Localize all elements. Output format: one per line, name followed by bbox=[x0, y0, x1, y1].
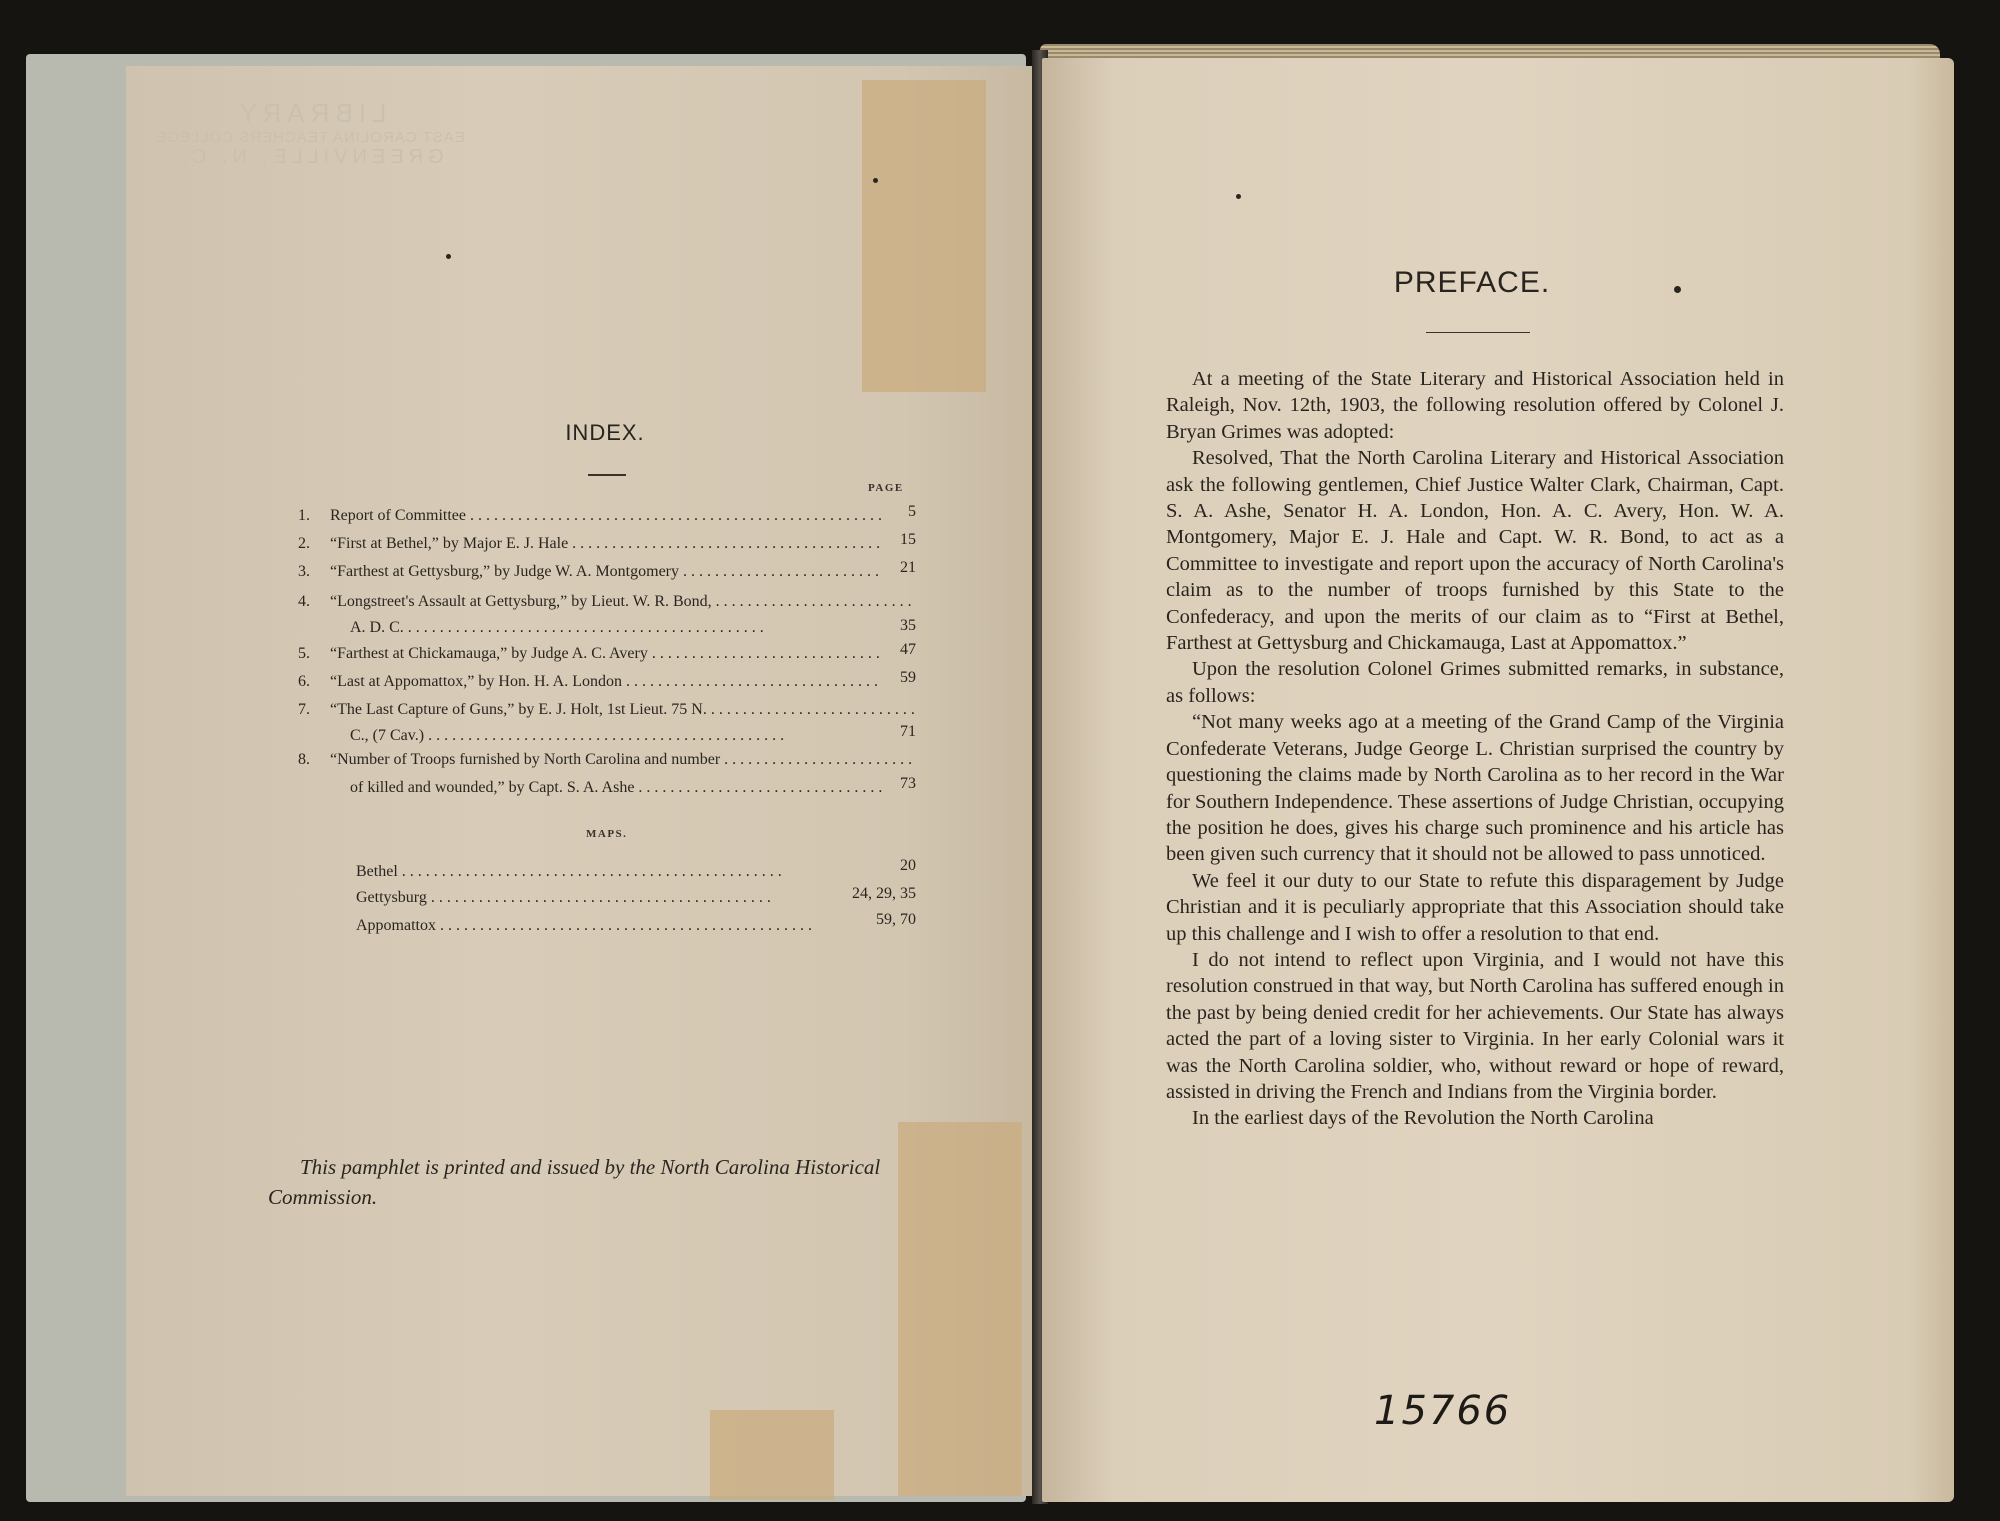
index-title-rule bbox=[588, 474, 626, 476]
entry-page: 15 bbox=[900, 531, 916, 548]
entry-number: 4. bbox=[298, 593, 310, 610]
preface-paragraph-4: “Not many weeks ago at a meeting of the Grand Camp of the Virginia Confederate Veterans, Judge George L. Christian surprised the country by questioning the claims made by North Carolina as to her record in the War for Southern Independence. These assertions of Judge Christian, occupying the position he does, gives his charge such prominence and his article has been given such currency that it should not be allowed to pass unnoticed. bbox=[1166, 711, 1784, 866]
tape-strip-lower-corner bbox=[710, 1410, 834, 1500]
entry-text-continued: of killed and wounded,” by Capt. S. A. Ashe . . . bbox=[350, 774, 882, 801]
map-name: Bethel . . . bbox=[356, 858, 816, 885]
entry-text: Report of Committee . . . bbox=[330, 502, 882, 529]
map-pages: 20 bbox=[900, 857, 916, 874]
stamp-line-3: GREENVILLE, N. C. bbox=[176, 146, 444, 168]
preface-paragraph-6: I do not intend to reflect upon Virginia, and I would not have this resolution construed in that way, but North Carolina has suffered enough in the past by being denied credit for her achievements. Our State has always acted the part of a loving sister to Virginia. In her early Colonial wars it was the North Carolina soldier, who, without reward or hope of reward, assisted in driving the French and Indians from the Virginia border. bbox=[1166, 948, 1784, 1103]
entry-text: “Longstreet's Assault at Gettysburg,” by Lieut. W. R. Bond, . . . bbox=[330, 588, 916, 615]
map-pages: 59, 70 bbox=[876, 911, 916, 928]
entry-number: 7. bbox=[298, 701, 310, 718]
entry-page: 59 bbox=[900, 669, 916, 686]
entry-number: 1. bbox=[298, 507, 310, 524]
entry-number: 3. bbox=[298, 563, 310, 580]
preface-body bbox=[1166, 366, 1784, 1132]
entry-page: 47 bbox=[900, 641, 916, 658]
index-entry-8 bbox=[298, 746, 916, 802]
entry-text: “Farthest at Chickamauga,” by Judge A. C. Avery . . . bbox=[330, 640, 882, 667]
publisher-note: This pamphlet is printed and issued by the North Carolina Historical Commission. bbox=[268, 1155, 881, 1209]
index-entry-7 bbox=[298, 696, 916, 752]
entry-page: 5 bbox=[908, 503, 916, 520]
paper-speck bbox=[1674, 286, 1681, 293]
preface-paragraph-1: At a meeting of the State Literary and Historical Association held in Raleigh, Nov. 12th, 1903, the following resolution offered by Colonel J. Bryan Grimes was adopted: bbox=[1166, 368, 1784, 443]
entry-page: 21 bbox=[900, 559, 916, 576]
preface-paragraph-7: In the earliest days of the Revolution the North Carolina bbox=[1192, 1107, 1654, 1130]
map-name: Appomattox . . . bbox=[356, 912, 816, 939]
handwritten-accession-number: 15766 bbox=[1374, 1388, 1512, 1434]
stamp-line-1: LIBRARY bbox=[233, 98, 387, 128]
preface-title-rule bbox=[1426, 332, 1530, 333]
stamp-line-2: EAST CAROLINA TEACHERS COLLEGE bbox=[155, 129, 465, 146]
preface-paragraph-2: Resolved, That the North Carolina Literary and Historical Association ask the following gentlemen, Chief Justice Walter Clark, Chairman, Capt. S. A. Ashe, Senator H. A. London, Hon. A. C. Avery, Hon. W. A. Montgomery, Major E. J. Hale and Capt. W. R. Bond, to act as a Committee to investigate and report upon the accuracy of North Carolina's claim as to the number of troops furnished by this State to the Confederacy, and upon the merits of our claim as to “First at Bethel, Farthest at Gettysburg and Chickamauga, Last at Appomattox.” bbox=[1166, 447, 1784, 655]
entry-page: 35 bbox=[900, 617, 916, 634]
preface-title: PREFACE. bbox=[1393, 266, 1551, 299]
preface-paragraph-3: Upon the resolution Colonel Grimes submitted remarks, in substance, as follows: bbox=[1166, 658, 1784, 707]
index-title: INDEX. bbox=[565, 420, 645, 445]
entry-text-continued: A. D. C. . . . bbox=[350, 614, 882, 641]
entry-number: 6. bbox=[298, 673, 310, 690]
library-stamp bbox=[140, 98, 480, 169]
entry-text: “Farthest at Gettysburg,” by Judge W. A. Montgomery . . . bbox=[330, 558, 882, 585]
paper-speck bbox=[873, 178, 878, 183]
page-column-label: PAGE bbox=[868, 482, 904, 494]
entry-page: 71 bbox=[900, 723, 916, 740]
paper-speck bbox=[1236, 194, 1241, 199]
entry-text: “The Last Capture of Guns,” by E. J. Holt, 1st Lieut. 75 N. . . . bbox=[330, 696, 916, 723]
tape-strip-top-left bbox=[862, 80, 986, 392]
entry-text: “Number of Troops furnished by North Carolina and number . . . bbox=[330, 746, 916, 773]
paper-speck bbox=[446, 254, 451, 259]
preface-paragraph-5: We feel it our duty to our State to refute this disparagement by Judge Christian and it is peculiarly appropriate that this Association should take up this challenge and I wish to offer a resolution to that end. bbox=[1166, 869, 1784, 945]
index-entry-4 bbox=[298, 588, 916, 644]
map-pages: 24, 29, 35 bbox=[852, 885, 916, 902]
entry-text-continued: C., (7 Cav.) . . . bbox=[350, 722, 882, 749]
entry-number: 5. bbox=[298, 645, 310, 662]
entry-text: “Last at Appomattox,” by Hon. H. A. London . . . bbox=[330, 668, 882, 695]
map-name: Gettysburg . . . bbox=[356, 884, 776, 911]
entry-number: 2. bbox=[298, 535, 310, 552]
tape-strip-bottom-left bbox=[898, 1122, 1022, 1496]
entry-page: 73 bbox=[900, 775, 916, 792]
maps-heading: MAPS. bbox=[586, 828, 628, 840]
entry-number: 8. bbox=[298, 751, 310, 768]
entry-text: “First at Bethel,” by Major E. J. Hale . . . bbox=[330, 530, 882, 557]
